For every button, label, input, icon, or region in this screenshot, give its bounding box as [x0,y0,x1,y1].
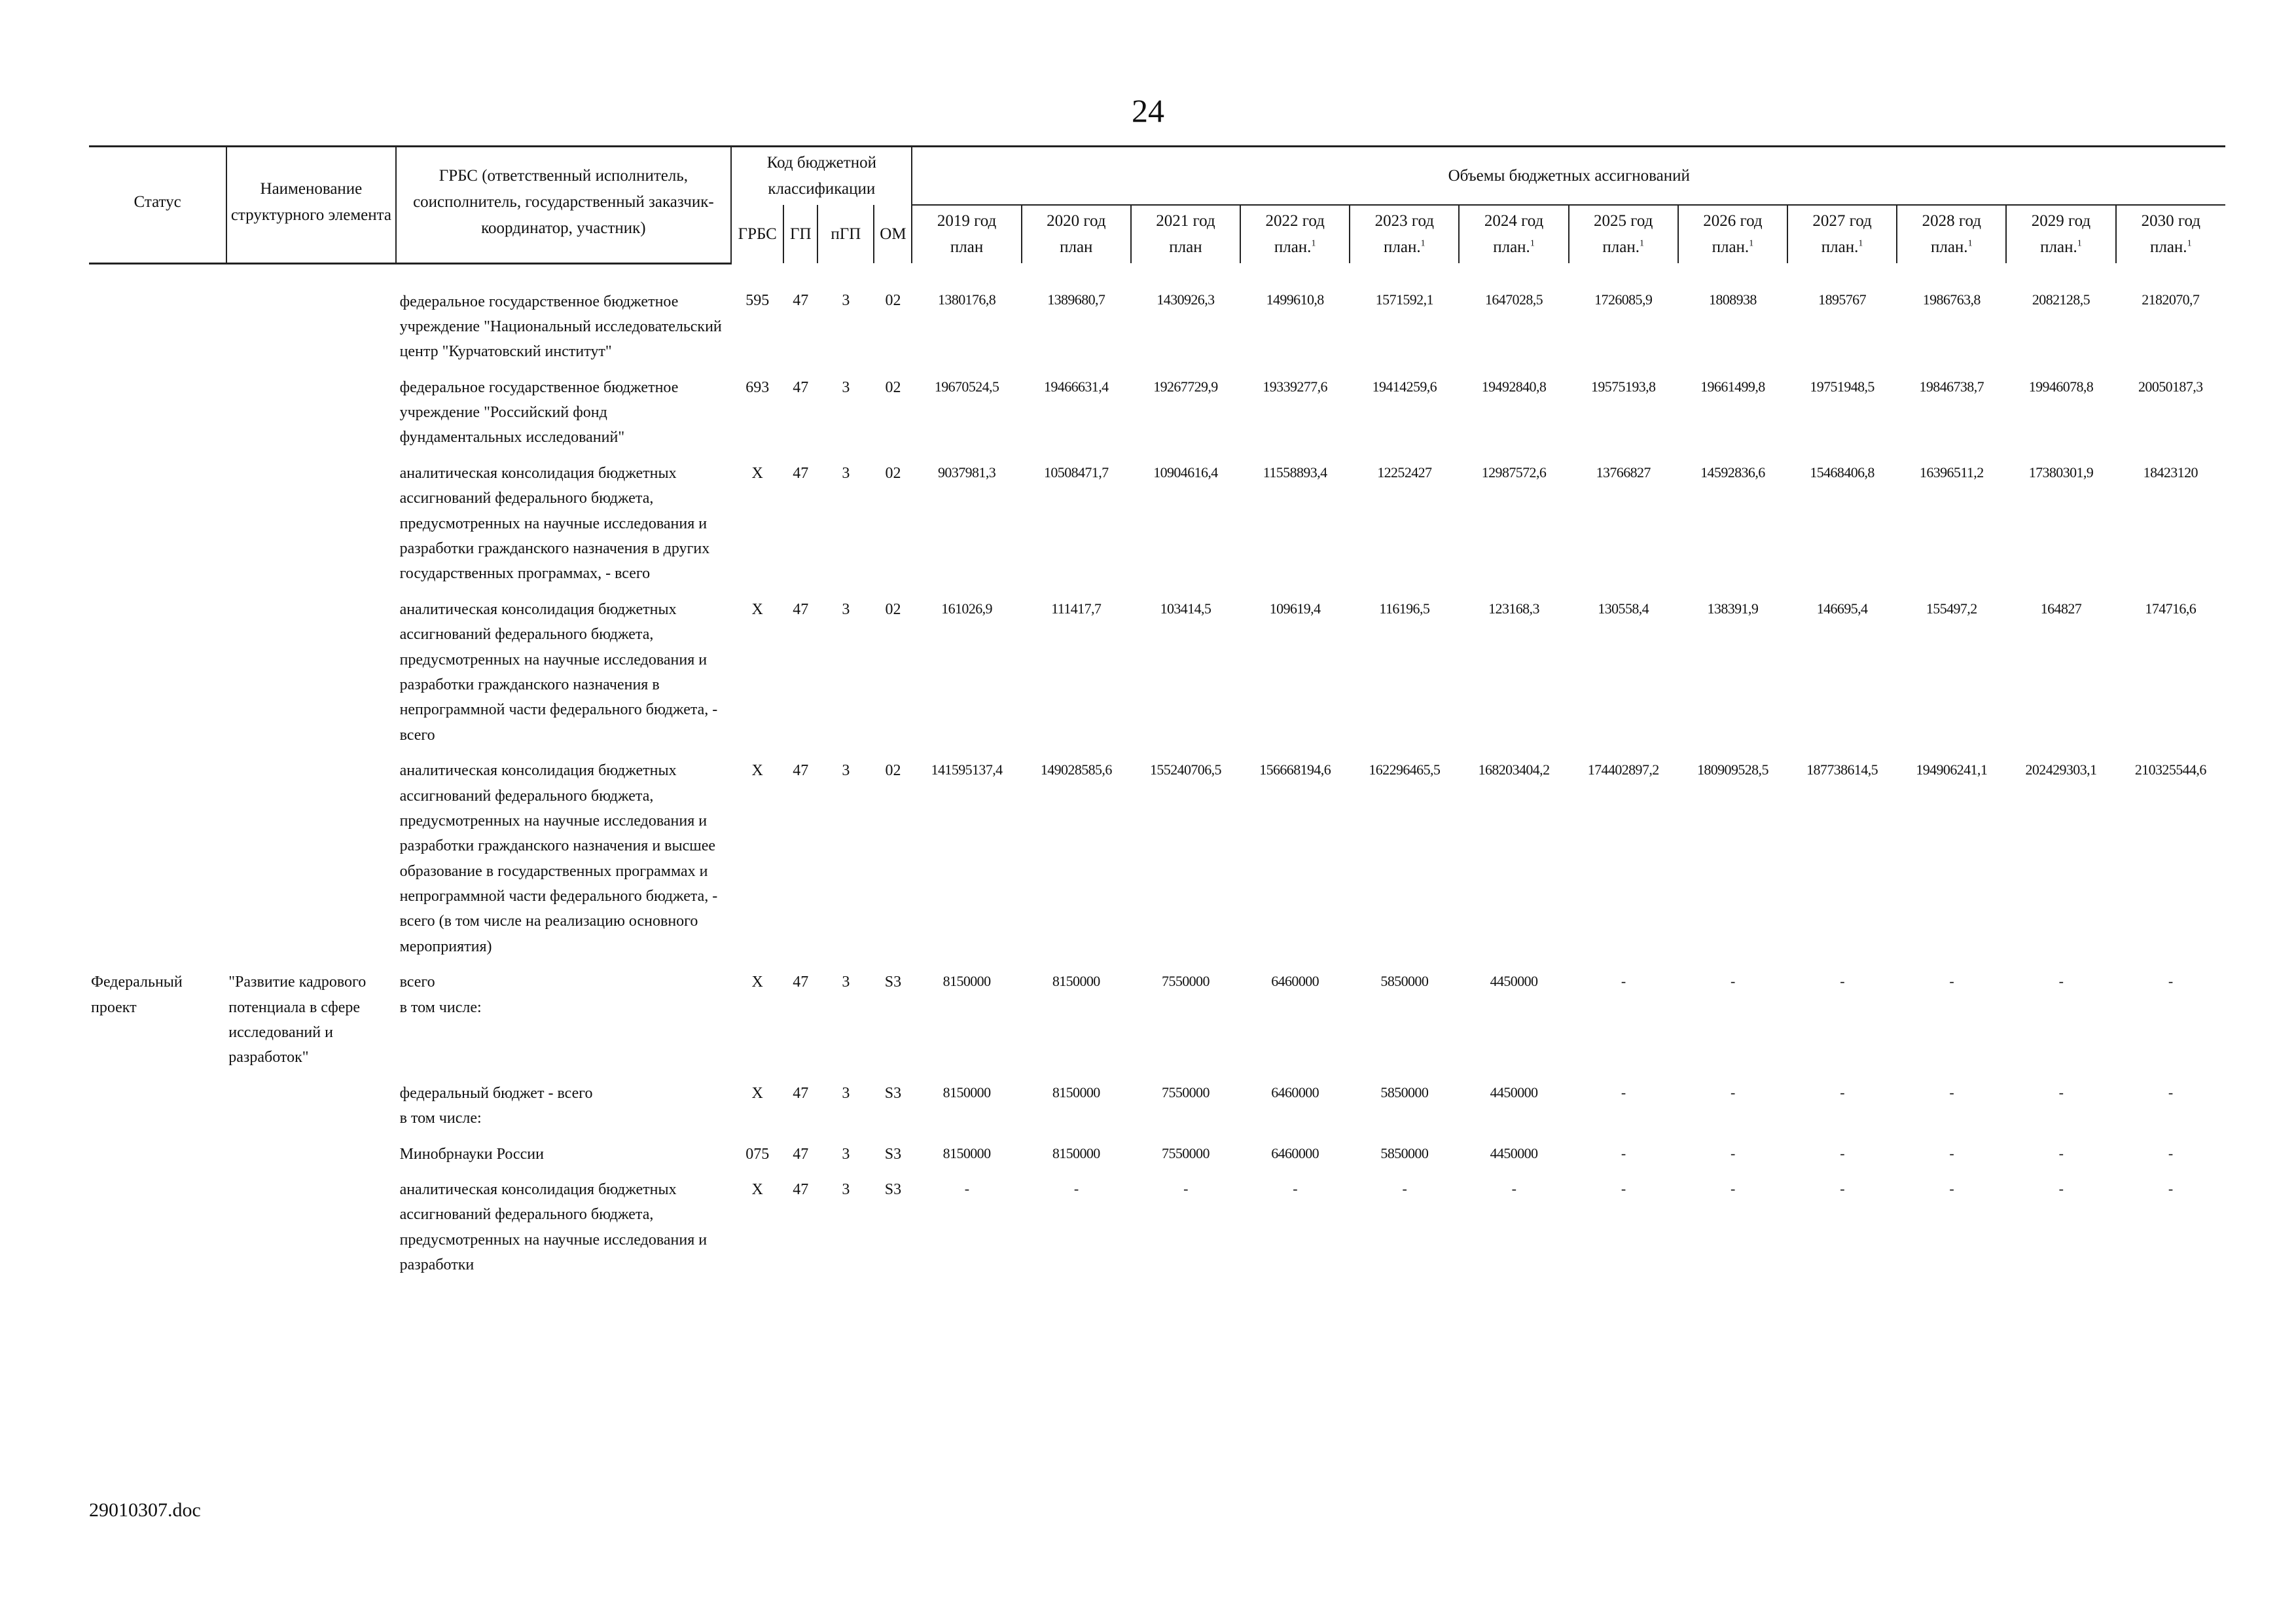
row-value: - [1073,1180,1079,1197]
row-value: 103414,5 [1160,600,1211,617]
row-value: 1380176,8 [938,291,996,308]
row-description [396,371,732,457]
row-value: 10904616,4 [1153,464,1218,481]
page-number: 24 [1132,92,1164,129]
row-value: 174716,6 [2145,600,2197,617]
row-value: - [1731,973,1735,990]
row-status [89,263,226,371]
row-value: 12252427 [1377,464,1432,481]
row-code: 02 [885,762,901,780]
row-element [226,593,395,754]
row-value: 8150000 [942,973,991,990]
row-value: 19751948,5 [1810,378,1874,395]
row-code: 595 [745,292,770,309]
row-code: S3 [884,1145,902,1163]
row-value: - [1840,1084,1844,1101]
row-code: X [751,762,763,780]
row-value: 8150000 [1052,1144,1100,1161]
row-code: 47 [793,600,809,618]
row-description [396,457,732,593]
row-code: 3 [842,600,850,618]
row-description-text: аналитическая консолидация бюджетных ассигнований федерального бюджета, предусмотренных на научные исследования и разработки [399,1181,708,1274]
row-value: 4450000 [1490,973,1538,990]
row-code: 47 [793,378,809,396]
row-code: 02 [885,378,901,396]
row-value: 5850000 [1380,1084,1429,1101]
row-value: 5850000 [1380,973,1429,990]
row-value: - [1621,1180,1626,1197]
row-code: 075 [745,1145,770,1163]
row-element [226,1077,395,1138]
header-code-om: ОМ [874,205,912,263]
table-row [89,1077,2225,1138]
row-value: 4450000 [1490,1144,1538,1161]
row-value: - [1621,1144,1626,1161]
row-value: 6460000 [1271,1084,1319,1101]
row-code: 3 [842,762,850,780]
row-value: 19466631,4 [1044,378,1109,395]
header-year-2021: 2021 год план [1131,205,1240,263]
row-element [226,371,395,457]
header-year-2025: 2025 год план.$^1$ [1569,205,1678,263]
row-value: 174402897,2 [1587,761,1659,778]
row-value: - [1949,1084,1954,1101]
row-value: - [1840,1144,1844,1161]
table-row [89,263,2225,371]
row-description-text: аналитическая консолидация бюджетных ассигнований федерального бюджета, предусмотренных на научные исследования и разработки гражданского назначения и высшее образование в государственных программах и непрограммной части федерального бюджета, - всего (в том числе на реализацию основного мероприятия) [399,762,718,955]
row-value: 8150000 [942,1144,991,1161]
row-value: - [2168,973,2173,990]
row-description [396,1173,732,1285]
table-row [89,371,2225,457]
row-value: - [1621,973,1626,990]
row-code: X [751,974,763,991]
header-code-gp: ГП [783,205,817,263]
row-value: 2082128,5 [2032,291,2090,308]
row-description-sub: в том числе: [399,998,482,1016]
row-description [396,1077,732,1138]
row-value: 130558,4 [1598,600,1649,617]
row-value: 162296465,5 [1369,761,1441,778]
header-year-2027: 2027 год план.$^1$ [1787,205,1897,263]
row-value: 164827 [2040,600,2082,617]
row-value: 8150000 [1052,973,1100,990]
row-value: - [1731,1180,1735,1197]
row-value: 19339277,6 [1263,378,1327,395]
row-status [89,754,226,966]
row-description-text: Минобрнауки России [399,1145,544,1163]
row-code: 02 [885,292,901,309]
row-code: 3 [842,1181,850,1198]
row-value: - [1621,1084,1626,1101]
row-value: 168203404,2 [1478,761,1550,778]
header-spacer [89,257,226,264]
row-value: 116196,5 [1379,600,1430,617]
table-row [89,1138,2225,1173]
row-value: 10508471,7 [1044,464,1109,481]
row-value: 161026,9 [941,600,992,617]
table-row [89,457,2225,593]
row-value: 18423120 [2143,464,2198,481]
header-year-2026: 2026 год план.$^1$ [1678,205,1787,263]
table-row [89,754,2225,966]
row-value: 9037981,3 [938,464,996,481]
row-code: 02 [885,464,901,482]
row-value: 210325544,6 [2134,761,2206,778]
header-code-grbs: ГРБС [731,205,783,263]
row-value: 156668194,6 [1259,761,1331,778]
row-value: - [1949,973,1954,990]
row-value: - [2168,1180,2173,1197]
header-kbk-group: Код бюджетной классификации [731,147,912,206]
row-value: 19946078,8 [2028,378,2094,395]
row-value: - [1183,1180,1188,1197]
row-code: X [751,1084,763,1102]
row-value: 6460000 [1271,973,1319,990]
row-value: - [2168,1144,2173,1161]
row-description [396,593,732,754]
row-value: 14592836,6 [1700,464,1765,481]
row-value: 4450000 [1490,1084,1538,1101]
row-element [226,457,395,593]
row-code: 47 [793,762,809,780]
row-code: 47 [793,1084,809,1102]
table-row [89,966,2225,1077]
row-code: S3 [884,1084,902,1102]
row-value: 19670524,5 [934,378,999,395]
row-code: 47 [793,292,809,309]
row-code: 3 [842,292,850,309]
table-row [89,593,2225,754]
table-row [89,1173,2225,1285]
row-code: X [751,1181,763,1198]
header-year-2019: 2019 год план [912,205,1021,263]
header-year-2020: 2020 год план [1022,205,1131,263]
row-value: 12987572,6 [1481,464,1547,481]
header-year-2022: 2022 год план.$^1$ [1240,205,1350,263]
row-value: 155240706,5 [1150,761,1221,778]
row-value: 1986763,8 [1922,291,1981,308]
document-footer: 29010307.doc [89,1499,201,1521]
row-value: 1389680,7 [1047,291,1105,308]
row-value: 202429303,1 [2025,761,2097,778]
header-element: Наименование структурного элемента [226,147,395,257]
row-value: 146695,4 [1816,600,1868,617]
header-year-2030: 2030 год план.$^1$ [2116,205,2225,263]
row-description [396,754,732,966]
row-code: 3 [842,974,850,991]
row-value: 17380301,9 [2028,464,2094,481]
table-header [89,147,2225,264]
row-description [396,1138,732,1173]
row-value: - [1840,973,1844,990]
row-description [396,263,732,371]
row-element: "Развитие кадрового потенциала в сфере исследований и разработок" [228,974,367,1067]
row-code: X [751,464,763,482]
row-value: - [2058,1144,2064,1161]
row-value: 7550000 [1162,1084,1210,1101]
row-code: 3 [842,1084,850,1102]
row-value: 123168,3 [1488,600,1539,617]
row-value: - [964,1180,969,1197]
row-code: S3 [884,1181,902,1198]
row-code: S3 [884,974,902,991]
row-value: 1571592,1 [1375,291,1433,308]
row-code: 693 [745,378,770,396]
row-value: 2182070,7 [2142,291,2200,308]
row-value: 13766827 [1596,464,1651,481]
row-value: 8150000 [1052,1084,1100,1101]
row-value: 7550000 [1162,973,1210,990]
row-description-text: федеральный бюджет - всего [399,1084,593,1102]
row-value: - [1293,1180,1297,1197]
table-body [89,263,2225,1285]
row-description [396,966,732,1077]
row-value: 19661499,8 [1700,378,1765,395]
row-code: 47 [793,1145,809,1163]
row-value: 19492840,8 [1481,378,1547,395]
row-value: 109619,4 [1269,600,1321,617]
row-value: - [2168,1084,2173,1101]
row-value: 20050187,3 [2138,378,2203,395]
row-code: 47 [793,974,809,991]
row-description-text: аналитическая консолидация бюджетных ассигнований федерального бюджета, предусмотренных на научные исследования и разработки гражданского назначения в непрограммной части федерального бюджета, - всего [399,600,718,744]
row-element [226,754,395,966]
row-code: 3 [842,1145,850,1163]
row-value: - [2058,973,2064,990]
row-value: - [1949,1144,1954,1161]
row-value: 5850000 [1380,1144,1429,1161]
row-status [89,593,226,754]
row-code: 47 [793,1181,809,1198]
row-value: - [2058,1180,2064,1197]
header-grbs: ГРБС (ответственный исполнитель, соисполнитель, государственный заказчик-координатор, участник) [396,147,732,257]
row-value: 19267729,9 [1153,378,1218,395]
row-value: - [1840,1180,1844,1197]
budget-table [89,145,2225,1285]
row-description-text: аналитическая консолидация бюджетных ассигнований федерального бюджета, предусмотренных на научные исследования и разработки гражданского назначения в других государственных программах, - всего [399,464,710,583]
row-description-text: федеральное государственное бюджетное учреждение "Национальный исследовательский центр "Курчатовский институт" [399,293,722,361]
row-value: - [1402,1180,1407,1197]
row-value: 16396511,2 [1919,464,1984,481]
row-value: - [1731,1084,1735,1101]
header-year-2028: 2028 год план.$^1$ [1897,205,2006,263]
row-code: 47 [793,464,809,482]
row-value: 194906241,1 [1916,761,1988,778]
row-value: 1895767 [1818,291,1866,308]
row-value: 1430926,3 [1157,291,1215,308]
header-year-2024: 2024 год план.$^1$ [1459,205,1568,263]
row-code: 3 [842,464,850,482]
row-value: 11558893,4 [1263,464,1327,481]
row-description-sub: в том числе: [399,1110,482,1127]
row-value: 19575193,8 [1590,378,1656,395]
row-value: 1499610,8 [1266,291,1324,308]
row-value: 7550000 [1162,1144,1210,1161]
row-status [89,457,226,593]
row-element [226,1173,395,1285]
row-value: 19846738,7 [1919,378,1984,395]
row-value: - [1949,1180,1954,1197]
row-value: 19414259,6 [1372,378,1437,395]
row-value: 1726085,9 [1594,291,1653,308]
row-status: Федеральный проект [91,974,183,1016]
row-status [89,1138,226,1173]
row-code: 02 [885,600,901,618]
row-element [226,263,395,371]
row-status [89,371,226,457]
row-value: 138391,9 [1707,600,1759,617]
header-spacer [396,257,732,264]
header-year-2029: 2029 год план.$^1$ [2006,205,2115,263]
row-value: 180909528,5 [1696,761,1768,778]
row-code: 3 [842,378,850,396]
header-volumes-group: Объемы бюджетных ассигнований [912,147,2225,206]
row-value: 8150000 [942,1084,991,1101]
row-description-text: всего [399,974,435,991]
row-value: 1808938 [1708,291,1757,308]
row-value: 155497,2 [1926,600,1977,617]
row-description-text: федеральное государственное бюджетное учреждение "Российский фонд фундаментальных исследований" [399,378,679,447]
header-spacer [226,257,395,264]
row-value: 111417,7 [1051,600,1102,617]
row-value: - [1731,1144,1735,1161]
row-status [89,1173,226,1285]
header-status: Статус [89,147,226,257]
header-year-2023: 2023 год план.$^1$ [1350,205,1459,263]
row-value: 149028585,6 [1040,761,1112,778]
row-value: - [1511,1180,1516,1197]
row-value: 187738614,5 [1806,761,1878,778]
row-value: - [2058,1084,2064,1101]
row-value: 6460000 [1271,1144,1319,1161]
row-value: 141595137,4 [931,761,1003,778]
row-value: 1647028,5 [1484,291,1543,308]
row-code: X [751,600,763,618]
row-value: 15468406,8 [1810,464,1874,481]
header-code-pgp: пГП [817,205,874,263]
row-status [89,1077,226,1138]
row-element [226,1138,395,1173]
